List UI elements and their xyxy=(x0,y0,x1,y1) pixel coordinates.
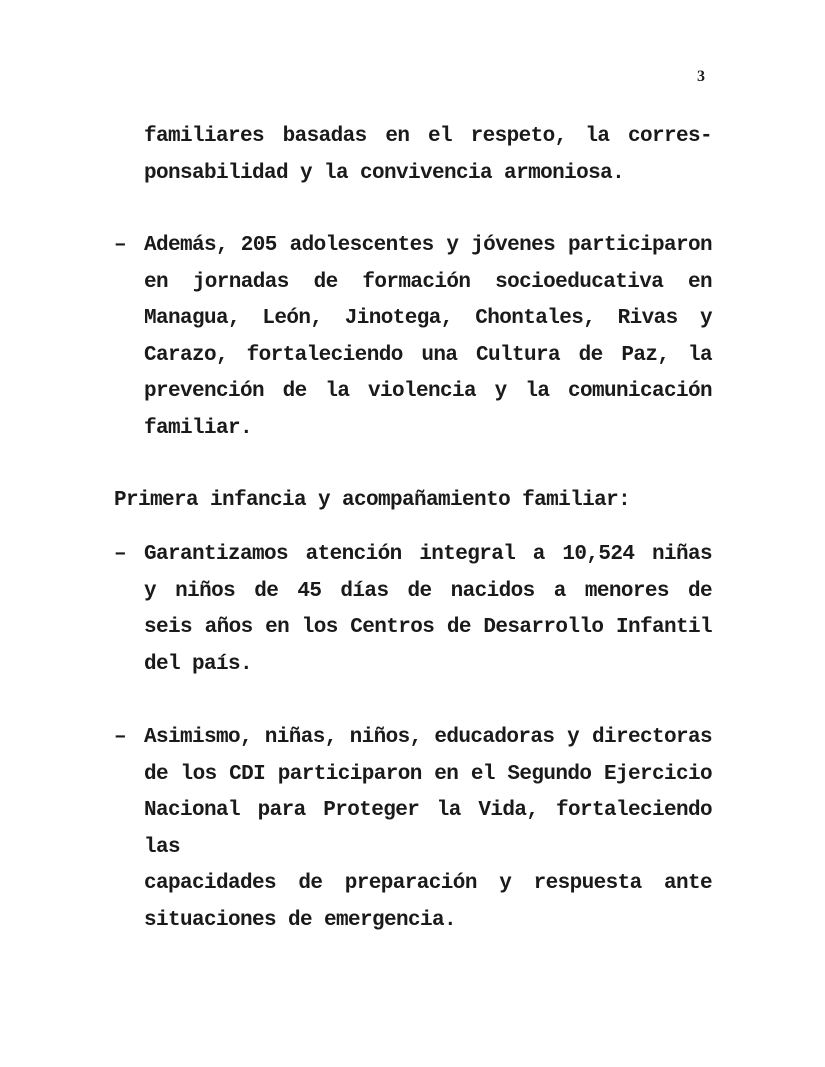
text-line: ponsabilidad y la convivencia armoniosa. xyxy=(144,161,625,185)
text-line: situaciones de emergencia. xyxy=(144,908,457,932)
text-line: familiar. xyxy=(144,416,253,440)
text-line: del país. xyxy=(144,652,253,676)
text-line: Garantizamos atención integral a 10,524 niñas xyxy=(144,543,712,566)
text-line: Nacional para Proteger la Vida, fortaleciendo las xyxy=(144,799,712,859)
paragraph-adolescentes xyxy=(144,228,712,447)
text-line: Managua, León, Jinotega, Chontales, Rivas y xyxy=(144,307,712,330)
page-number: 3 xyxy=(697,68,705,85)
text-line: familiares basadas en el respeto, la corres- xyxy=(144,125,712,148)
paragraph-primera-infancia xyxy=(144,537,712,683)
paragraph-continuation xyxy=(144,119,712,192)
bullet-dash: – xyxy=(114,234,127,257)
text-line: Carazo, fortaleciendo una Cultura de Paz, la xyxy=(144,343,712,367)
section-heading: Primera infancia y acompañamiento familiar: xyxy=(114,489,631,512)
bullet-dash: – xyxy=(114,543,127,566)
text-line: en jornadas de formación socioeducativa en xyxy=(144,270,712,294)
text-line: seis años en los Centros de Desarrollo Infantil xyxy=(144,616,712,639)
text-line: capacidades de preparación y respuesta ante xyxy=(144,872,712,895)
bullet-dash: – xyxy=(114,726,127,749)
text-line: prevención de la violencia y la comunicación xyxy=(144,380,712,403)
text-line: Además, 205 adolescentes y jóvenes participaron xyxy=(144,234,712,257)
paragraph-cdi xyxy=(144,720,712,939)
text-line: y niños de 45 días de nacidos a menores de xyxy=(144,579,712,603)
text-line: Asimismo, niñas, niños, educadoras y directoras xyxy=(144,726,712,749)
text-line: de los CDI participaron en el Segundo Ejercicio xyxy=(144,762,712,786)
